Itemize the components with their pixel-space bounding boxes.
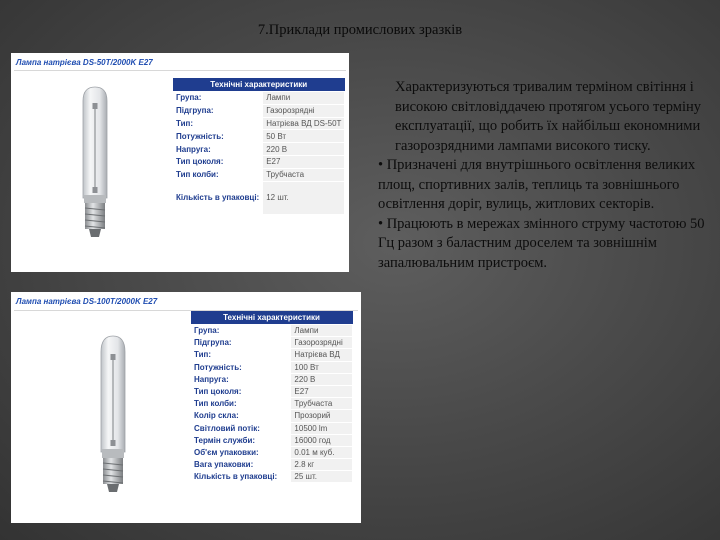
table-row: Тип цоколя: E27: [173, 155, 345, 168]
table-row: Колір скла: Прозорий: [191, 410, 353, 422]
table-row: Об'єм упаковки: 0.01 м куб.: [191, 446, 353, 458]
slide-title: 7.Приклади промислових зразків: [257, 22, 463, 38]
table-row: Вага упаковки: 2.8 кг: [191, 459, 353, 471]
table-row: Підгрупа: Газорозрядні: [173, 104, 345, 117]
lamp-image: [66, 83, 124, 243]
paragraph-operation: • Працюють в мережах змінного струму частотою 50 Гц разом з баластним дроселем та зовнішнім запалювальним пристроєм.: [378, 215, 705, 271]
specs-header: Технічні характеристики: [173, 78, 345, 92]
product-card-ds100t: [11, 292, 361, 523]
divider: [14, 70, 346, 71]
table-row: Тип цоколя: E27: [191, 385, 353, 397]
table-row: Підгрупа: Газорозрядні: [191, 337, 353, 349]
table-row: Кількість в упаковці: 25 шт.: [191, 471, 353, 483]
table-row: Напруга: 220 В: [191, 373, 353, 385]
specs-table: [190, 311, 353, 483]
table-row: Кількість в упаковці: 12 шт.: [173, 181, 345, 214]
table-row: Світловий потік: 10500 lm: [191, 422, 353, 434]
lamp-image: [87, 332, 139, 502]
paragraph-purpose: • Призначені для внутрішнього освітлення великих площ, спортивних залів, теплиць та зовнішнього освітлення доріг, вулиць, житлових секторів.: [378, 157, 696, 212]
table-row: Тип колби: Трубчаста: [173, 168, 345, 181]
description-text: [378, 78, 716, 273]
product-name: Лампа натрієва DS-100T/2000K E27: [16, 297, 158, 306]
table-row: Потужність: 50 Вт: [173, 130, 345, 143]
product-name: Лампа натрієва DS-50T/2000K E27: [16, 58, 153, 67]
table-row: Група: Лампи: [173, 92, 345, 105]
specs-header: Технічні характеристики: [191, 311, 353, 325]
table-row: Тип: Натрієва ВД DS-50T: [173, 117, 345, 130]
table-row: Тип: Натрієва ВД: [191, 349, 353, 361]
paragraph-characteristics: Характеризуються тривалим терміном світіння і високою світловіддачею протягом усього терміну експлуатації, що робить їх найбільш економними газорозрядними лампами високого тиску.: [395, 79, 702, 154]
specs-table: [172, 78, 345, 215]
table-row: Напруга: 220 В: [173, 143, 345, 156]
table-row: Потужність: 100 Вт: [191, 361, 353, 373]
product-card-ds50t: [11, 53, 349, 272]
table-row: Група: Лампи: [191, 325, 353, 337]
table-row: Тип колби: Трубчаста: [191, 398, 353, 410]
table-row: Термін служби: 16000 год: [191, 434, 353, 446]
